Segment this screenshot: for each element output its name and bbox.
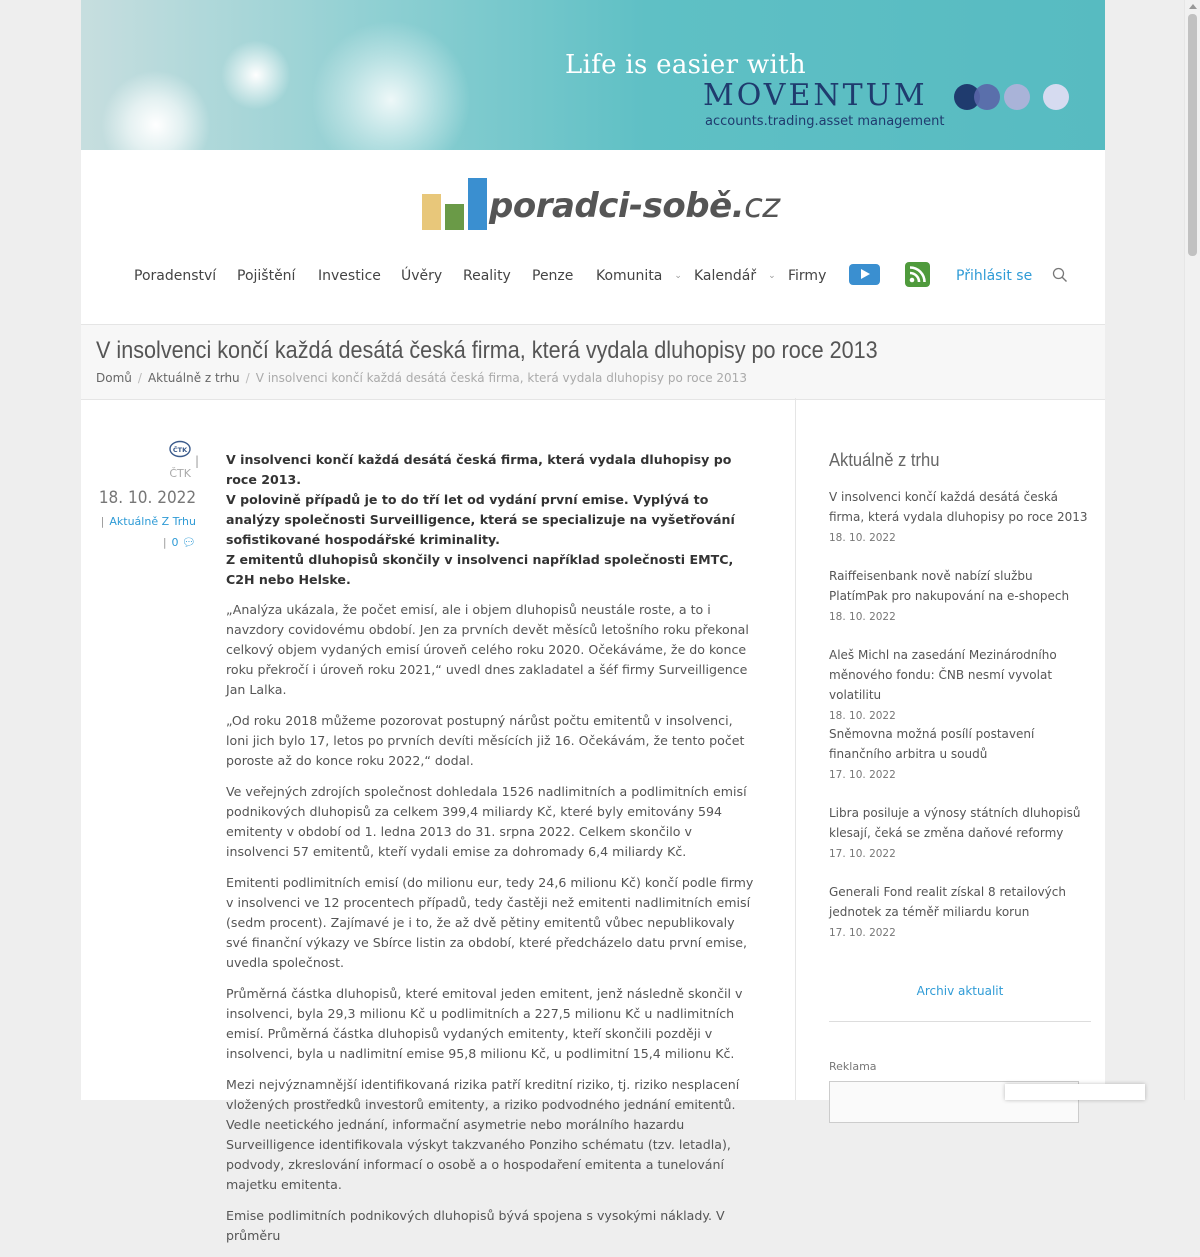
ctk-logo-icon	[169, 440, 191, 458]
sidebar-heading: Aktuálně z trhu	[829, 450, 940, 470]
news-item[interactable]	[829, 724, 1091, 781]
logo-text	[489, 186, 780, 226]
article-paragraph: Emise podlimitních podnikových dluhopisů bývá spojena s vysokými náklady. V průměru	[226, 1208, 725, 1243]
article-body	[226, 450, 758, 1257]
comments-icon: 💬︎	[182, 536, 196, 549]
news-date: 17. 10. 2022	[829, 769, 896, 781]
banner-brand: MOVENTUM	[703, 78, 928, 113]
article-category	[101, 515, 196, 528]
rss-icon[interactable]	[905, 262, 930, 287]
lead-line: Z emitentů dluhopisů skončily v insolvenci například společnosti EMTC, C2H nebo Helske.	[226, 552, 734, 587]
chevron-down-icon: ⌄	[768, 271, 776, 281]
archive-link[interactable]: Archiv aktualit	[916, 984, 1004, 998]
meta-separator: |	[162, 536, 167, 549]
news-item[interactable]	[829, 566, 1091, 623]
banner-tagline: Life is easier with	[565, 50, 806, 80]
breadcrumb-home[interactable]: Domů	[96, 371, 132, 385]
logo-bar-green	[445, 204, 464, 230]
news-item[interactable]	[829, 882, 1091, 939]
article-comments[interactable]	[163, 536, 196, 549]
nav-item-penze[interactable]: Penze	[532, 268, 574, 284]
article-paragraph: Mezi nejvýznamnější identifikovaná rizika patří kreditní riziko, tj. riziko nesplacení vložených prostředků investorů emitenty, a riziko podvodného jednání emitentů. Vedle neetického jednání, informační asymetrie nebo morálního hazardu Surveilligence identifikovala výskyt takzvaného Ponziho schématu (tzv. letadla), podvody, zkreslování informací o osobě a o hospodaření emitenta a tunelování majetku emitenta.	[226, 1077, 740, 1192]
chevron-down-icon: ⌄	[674, 271, 682, 281]
nav-item-pojisteni[interactable]: Pojištění	[237, 268, 296, 284]
page-title: V insolvenci končí každá desátá česká firma, která vydala dluhopisy po roce 2013	[96, 337, 878, 364]
nav-item-komunita[interactable]	[596, 268, 682, 284]
news-title[interactable]: Libra posiluje a výnosy státních dluhopisů klesají, čeká se změna daňové reformy	[829, 806, 1081, 840]
lead-line: V polovině případů je to do tří let od vydání první emise. Vyplývá to analýzy společnosti Surveilligence, která se specializuje na vyšetřování sofistikované hospodářské kriminality.	[226, 492, 735, 547]
news-item[interactable]	[829, 487, 1091, 544]
site-logo[interactable]	[422, 178, 780, 234]
logo-name: poradci-sobě.	[489, 186, 745, 226]
banner-subline: accounts.trading.asset management	[705, 114, 945, 129]
news-item[interactable]	[829, 645, 1091, 722]
nav-item-firmy[interactable]: Firmy	[788, 268, 827, 284]
nav-item-investice[interactable]: Investice	[318, 268, 381, 284]
news-date: 17. 10. 2022	[829, 848, 896, 860]
nav-item-poradenstvi[interactable]: Poradenství	[134, 268, 217, 284]
breadcrumb-category[interactable]: Aktuálně z trhu	[147, 371, 240, 385]
news-date: 17. 10. 2022	[829, 927, 896, 939]
sidebar	[829, 450, 1091, 1073]
news-title[interactable]: Aleš Michl na zasedání Mezinárodního měnového fondu: ČNB nesmí vyvolat volatilitu	[829, 648, 1057, 702]
scrollbar-thumb[interactable]	[1188, 14, 1197, 256]
brand-circle-icon	[974, 84, 1000, 110]
brand-circle-icon	[1043, 84, 1069, 110]
news-date: 18. 10. 2022	[829, 710, 896, 722]
article-category-link[interactable]: Aktuálně Z Trhu	[109, 515, 196, 528]
article-paragraph: „Analýza ukázala, že počet emisí, ale i objem dluhopisů neustále roste, a to i navzdory covidovému období. Jen za prvních devět měsíců letošního roku překonal celkový objem vydaných emisí úroveň celého roku 2020. Očekáváme, že do konce roku překročí i úroveň roku 2021,“ uvedl dnes zakladatel a šéf firmy Surveilligence Jan Lalka.	[226, 602, 749, 697]
ctk-logo-glyph	[169, 440, 191, 458]
article-date: 18. 10. 2022	[98, 488, 196, 508]
news-title[interactable]: V insolvenci končí každá desátá česká firma, která vydala dluhopisy po roce 2013	[829, 490, 1088, 524]
article-paragraph: „Od roku 2018 můžeme pozorovat postupný nárůst počtu emitentů v insolvenci, loni jich bylo 17, letos po prvních devíti měsících již 16. Očekávám, že tento počet poroste až do konce roku 2022,“ dodal.	[226, 713, 745, 768]
nav-item-reality[interactable]: Reality	[463, 268, 511, 284]
logo-bar-blue	[468, 178, 487, 230]
ad-label: Reklama	[829, 1060, 877, 1073]
breadcrumb-separator: /	[245, 371, 250, 385]
brand-circle-icon	[1004, 84, 1030, 110]
login-link[interactable]: Přihlásit se	[956, 268, 1033, 284]
logo-bar-yellow	[422, 194, 441, 230]
news-date: 18. 10. 2022	[829, 611, 896, 623]
article-paragraph: Ve veřejných zdrojích společnost dohledala 1526 nadlimitních a podlimitních emisí podnikových dluhopisů za celkem 399,4 miliardy Kč, které byly emitovány 594 emitenty v období od 1. ledna 2013 do 31. srpna 2022. Celkem skončilo v insolvenci 57 emitentů, kteří vydali emise za dohromady 6,4 miliardy Kč.	[226, 784, 747, 859]
nav-item-kalendar-label: Kalendář	[694, 268, 757, 284]
article-lead	[226, 450, 758, 590]
svg-text:ČTK: ČTK	[172, 446, 188, 454]
logo-tld: cz	[744, 186, 780, 226]
moventum-banner[interactable]	[81, 0, 1105, 150]
breadcrumb	[96, 371, 747, 385]
news-item[interactable]	[829, 803, 1091, 860]
floating-widget[interactable]	[1005, 1084, 1145, 1100]
scrollbar[interactable]	[1184, 0, 1200, 1100]
news-date: 18. 10. 2022	[829, 532, 896, 544]
youtube-icon[interactable]	[849, 264, 880, 285]
article-paragraph: Průměrná částka dluhopisů, které emitoval jeden emitent, jenž následně skončil v insolvenci, byla 29,3 milionu Kč u podlimitních a 227,5 milionu Kč u nadlimitních emisí. Průměrná částka dluhopisů vydaných emitenty, kteří skončili později v insolvenci, byla u nadlimitní emise 95,8 milionu Kč, u podlimitní 15,4 milionu Kč.	[226, 986, 743, 1061]
meta-separator: |	[100, 515, 105, 528]
news-title[interactable]: Sněmovna možná posílí postavení finančního arbitra u soudů	[829, 727, 1035, 761]
nav-item-kalendar[interactable]	[694, 268, 776, 284]
comment-count: 0	[171, 536, 179, 549]
article-source: ČTK	[169, 467, 191, 480]
column-divider	[795, 398, 796, 1100]
article-paragraph: Emitenti podlimitních emisí (do milionu eur, tedy 24,6 milionu Kč) končí podle firmy v insolvenci ve 12 procentech případů, tedy častěji než emitenti nadlimitních emisí (sedm procent). Zajímavé je i to, že až dvě pětiny emitentů vůbec nepublikovaly své finanční výkazy ve Sbírce listin za období, které předcházelo datu první emise, uvedla společnost.	[226, 875, 754, 970]
meta-separator: |	[194, 454, 199, 468]
breadcrumb-separator: /	[137, 371, 142, 385]
nav-item-komunita-label: Komunita	[596, 268, 663, 284]
nav-item-uvery[interactable]: Úvěry	[401, 268, 443, 284]
rss-glyph	[905, 262, 930, 287]
page-title-band	[81, 324, 1105, 400]
page-container	[81, 0, 1105, 1243]
dandelion-graphic-small	[221, 40, 291, 110]
news-title[interactable]: Generali Fond realit získal 8 retailových jednotek za téměř miliardu korun	[829, 885, 1066, 919]
news-title[interactable]: Raiffeisenbank nově nabízí službu PlatímPak pro nakupování na e-shopech	[829, 569, 1070, 603]
dandelion-graphic-large	[311, 20, 471, 180]
search-icon[interactable]	[1052, 267, 1068, 283]
breadcrumb-current: V insolvenci končí každá desátá česká firma, která vydala dluhopisy po roce 2013	[255, 371, 747, 385]
search-glyph	[1052, 267, 1068, 283]
dandelion-graphic	[101, 70, 211, 180]
scroll-up-icon[interactable]	[1189, 4, 1197, 9]
lead-line: V insolvenci končí každá desátá česká firma, která vydala dluhopisy po roce 2013.	[226, 452, 732, 487]
sidebar-divider	[829, 1021, 1091, 1022]
